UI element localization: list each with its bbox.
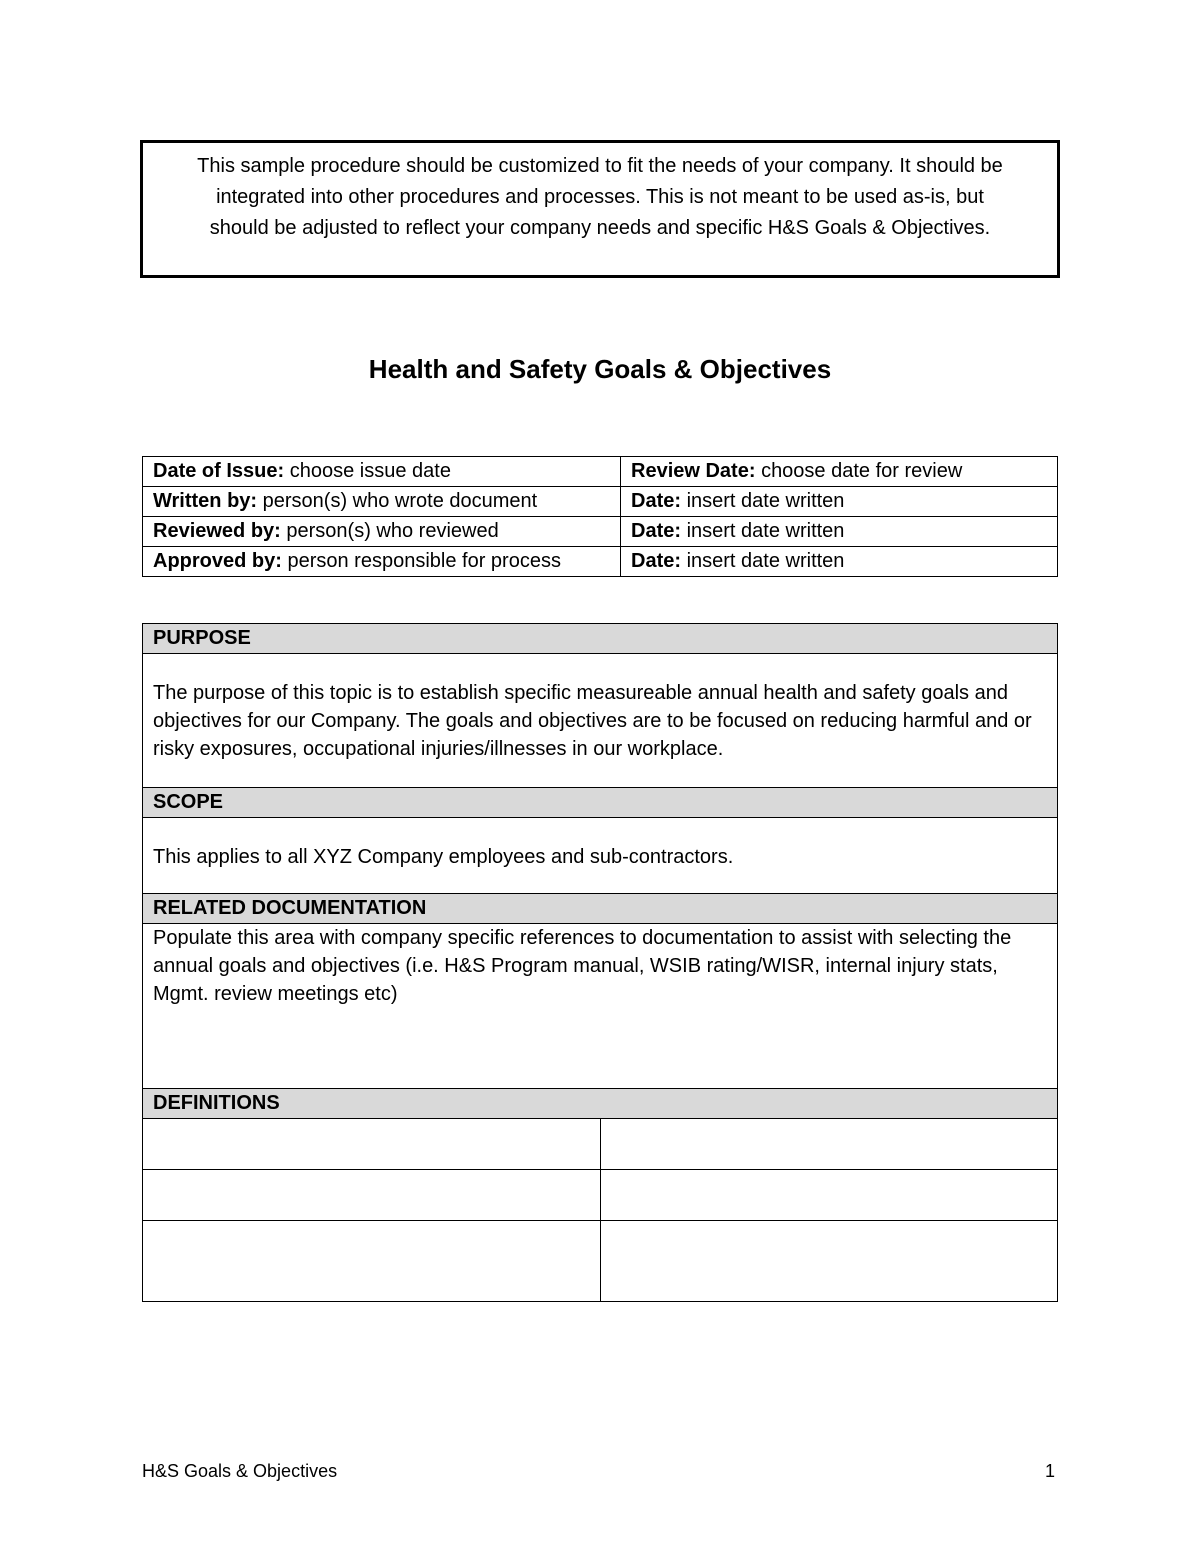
- field-value: choose issue date: [289, 460, 451, 482]
- table-row: [143, 1119, 1058, 1170]
- definition-term-cell[interactable]: [143, 1119, 601, 1170]
- table-row: [143, 924, 1058, 1089]
- field-value: insert date written: [686, 490, 845, 512]
- footer-label: H&S Goals & Objectives: [142, 1461, 338, 1481]
- field-value: person responsible for process: [287, 550, 561, 572]
- date-of-issue-cell[interactable]: [143, 457, 621, 487]
- field-label: Review Date:: [631, 460, 756, 482]
- scope-text[interactable]: This applies to all XYZ Company employees and sub-contractors.: [143, 818, 1058, 894]
- definition-term-cell[interactable]: [143, 1170, 601, 1221]
- field-value: insert date written: [686, 550, 845, 572]
- definition-meaning-cell[interactable]: [600, 1170, 1058, 1221]
- customization-notice: [140, 140, 1060, 278]
- definition-term-cell[interactable]: [143, 1221, 601, 1302]
- reviewed-by-cell[interactable]: [143, 517, 621, 547]
- notice-line: This sample procedure should be customized to fit the needs of your company. It should be: [197, 155, 1003, 177]
- table-row: [143, 517, 1058, 547]
- table-row: [143, 818, 1058, 894]
- definition-meaning-cell[interactable]: [600, 1221, 1058, 1302]
- table-row: [143, 1089, 1058, 1119]
- related-documentation-text[interactable]: Populate this area with company specific references to documentation to assist with selecting the annual goals and objectives (i.e. H&S Program manual, WSIB rating/WISR, internal injury stats, Mgmt. review meetings etc): [143, 924, 1058, 1089]
- table-row: [143, 1170, 1058, 1221]
- field-label: Date of Issue:: [153, 460, 285, 482]
- document-title: Health and Safety Goals & Objectives: [368, 354, 832, 384]
- field-value: person(s) who wrote document: [262, 490, 538, 512]
- review-date-cell[interactable]: [621, 457, 1058, 487]
- table-row: [143, 788, 1058, 818]
- written-by-cell[interactable]: [143, 487, 621, 517]
- table-row: [143, 654, 1058, 788]
- field-label: Date:: [631, 520, 682, 542]
- definitions-heading: DEFINITIONS: [143, 1089, 1058, 1119]
- field-label: Reviewed by:: [153, 520, 281, 542]
- purpose-heading: PURPOSE: [143, 624, 1058, 654]
- related-documentation-heading: RELATED DOCUMENTATION: [143, 894, 1058, 924]
- purpose-text[interactable]: The purpose of this topic is to establish specific measureable annual health and safety goals and objectives for our Company. The goals and objectives are to be focused on reducing harmful and or risky exposures, occupational injuries/illnesses in our workplace.: [143, 654, 1058, 788]
- field-value: choose date for review: [761, 460, 963, 482]
- field-value: insert date written: [686, 520, 845, 542]
- procedure-sections-table: [142, 623, 1058, 1302]
- table-row: [143, 547, 1058, 577]
- field-label: Approved by:: [153, 550, 282, 572]
- table-row: [143, 457, 1058, 487]
- definition-meaning-cell[interactable]: [600, 1119, 1058, 1170]
- approved-by-cell[interactable]: [143, 547, 621, 577]
- field-value: person(s) who reviewed: [286, 520, 499, 542]
- scope-heading: SCOPE: [143, 788, 1058, 818]
- table-row: [143, 487, 1058, 517]
- table-row: [143, 894, 1058, 924]
- notice-line: integrated into other procedures and processes. This is not meant to be used as-is, but: [216, 186, 984, 208]
- notice-line: should be adjusted to reflect your company needs and specific H&S Goals & Objectives.: [209, 217, 991, 239]
- table-row: [143, 1221, 1058, 1302]
- field-label: Date:: [631, 550, 682, 572]
- field-label: Written by:: [153, 490, 258, 512]
- page-number: 1: [1045, 1461, 1056, 1481]
- field-label: Date:: [631, 490, 682, 512]
- table-row: [143, 624, 1058, 654]
- approved-date-cell[interactable]: [621, 547, 1058, 577]
- document-info-table: [142, 456, 1058, 577]
- reviewed-date-cell[interactable]: [621, 517, 1058, 547]
- written-date-cell[interactable]: [621, 487, 1058, 517]
